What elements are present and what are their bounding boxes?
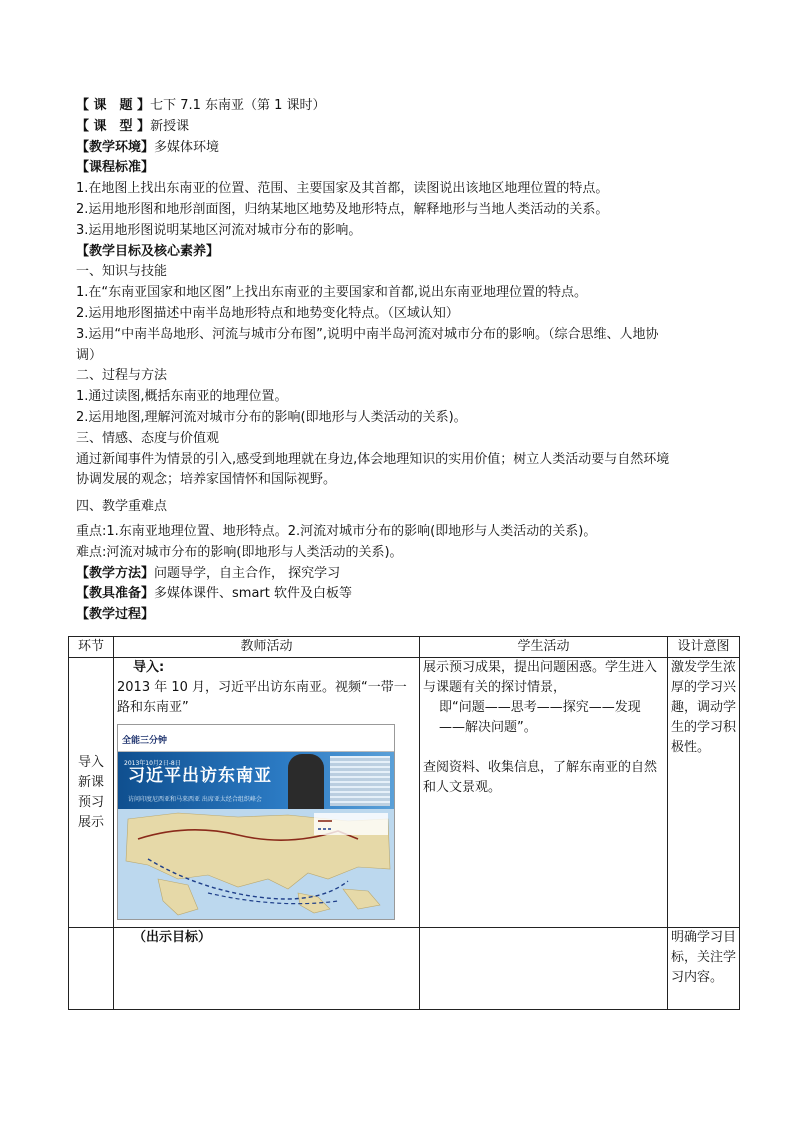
header-intent: 设计意图: [668, 637, 740, 658]
knowledge-item: 1.在“东南亚国家和地区图”上找出东南亚的主要国家和首都,说出东南亚地理位置的特点。: [76, 285, 588, 301]
tools-line: [76, 584, 740, 605]
student-text: 查阅资料、收集信息，了解东南亚的自然和人文景观。: [423, 760, 658, 795]
method-line: [76, 564, 740, 585]
slide-text-block: [330, 756, 390, 806]
table-row: [69, 928, 740, 1010]
lesson-plan: [76, 96, 740, 626]
topic-line: [76, 96, 740, 117]
stage-cell: [69, 928, 114, 1010]
objectives-label: 【教学目标及核心素养】: [76, 243, 220, 259]
knowledge-item: 3.运用“中南半岛地形、河流与城市分布图”,说明中南半岛河流对城市分布的影响。（综合思维、人地协: [76, 326, 659, 342]
header-stage: 环节: [69, 637, 114, 658]
student-cell: [420, 928, 668, 1010]
standard-item: 1.在地图上找出东南亚的位置、范围、主要国家及其首都，读图说出该地区地理位置的特点。: [76, 181, 609, 197]
topic-value: 七下 7.1 东南亚（第 1 课时）: [150, 98, 326, 113]
standard-item: 3.运用地形图说明某地区河流对城市分布的影响。: [76, 222, 362, 238]
teacher-heading: （出示目标）: [133, 930, 212, 945]
knowledge-item: 调）: [76, 347, 103, 363]
type-value: 新授课: [150, 118, 190, 134]
standard-item: 2.运用地形图和地形剖面图，归纳某地区地势及地形特点，解释地形与当地人类活动的关系。: [76, 201, 609, 217]
table-row: [69, 658, 740, 928]
slide-subtitle: 访问印度尼西亚和马来西亚 出席亚太经合组织峰会: [128, 796, 262, 803]
student-text: 即“问题——思考——探究——发现——解决问题”。: [439, 700, 641, 735]
header-student: 学生活动: [420, 637, 668, 658]
env-line: [76, 138, 740, 159]
portrait-photo: [288, 754, 324, 810]
table-header-row: [69, 637, 740, 658]
process-title: 二、过程与方法: [76, 368, 168, 384]
standards-label: 【课程标准】: [76, 160, 155, 176]
tools-label: 【教具准备】: [76, 586, 155, 602]
process-table: [68, 636, 740, 1010]
type-label: 【 课 型 】: [76, 118, 151, 134]
slide-banner: [118, 752, 394, 810]
slide-header: [118, 725, 394, 752]
method-label: 【教学方法】: [76, 565, 155, 581]
difficulty: 难点:河流对城市分布的影响(即地形与人类活动的关系)。: [76, 544, 403, 560]
teacher-heading: 导入:: [133, 660, 165, 675]
knowledge-title: 一、知识与技能: [76, 264, 168, 280]
type-line: [76, 117, 740, 138]
video-slide-image: [117, 724, 395, 920]
slide-logo: 全能三分钟: [122, 736, 168, 746]
key-point: 重点:1.东南亚地理位置、地形特点。2.河流对城市分布的影响(即地形与人类活动的关系)。: [76, 523, 597, 539]
intent-cell: 激发学生浓厚的学习兴趣，调动学生的学习积极性。: [668, 658, 740, 928]
env-label: 【教学环境】: [76, 139, 155, 155]
knowledge-item: 2.运用地形图描述中南半岛地形特点和地势变化特点。（区域认知）: [76, 305, 459, 321]
teacher-cell: [114, 658, 420, 928]
header-teacher: 教师活动: [114, 637, 420, 658]
process-item: 2.运用地图,理解河流对城市分布的影响(即地形与人类活动的关系)。: [76, 409, 467, 425]
emotion-line: 协调发展的观念；培养家国情怀和国际视野。: [76, 472, 337, 488]
emotion-title: 三、情感、态度与价值观: [76, 430, 220, 446]
env-value: 多媒体环境: [154, 139, 220, 155]
teacher-text: 2013 年 10 月，习近平出访东南亚。视频“一带一路和东南亚”: [117, 680, 407, 715]
topic-label: 【 课 题 】: [76, 98, 151, 113]
key-title: 四、教学重难点: [76, 499, 168, 515]
tools-value: 多媒体课件、smart 软件及白板等: [154, 586, 352, 602]
student-cell: [420, 658, 668, 928]
teacher-cell: [114, 928, 420, 1010]
process-label: 【教学过程】: [76, 607, 155, 623]
stage-cell: 导入新课预习展示: [69, 658, 114, 928]
student-text: 展示预习成果，提出问题困惑。学生进入与课题有关的探讨情景，: [423, 660, 658, 695]
intent-cell: 明确学习目标，关注学习内容。: [668, 928, 740, 1010]
method-value: 问题导学，自主合作， 探究学习: [154, 565, 341, 581]
emotion-line: 通过新闻事件为情景的引入,感受到地理就在身边,体会地理知识的实用价值；树立人类活动要与自然环境: [76, 451, 670, 467]
process-item: 1.通过读图,概括东南亚的地理位置。: [76, 389, 288, 405]
slide-title: 习近平出访东南亚: [128, 766, 272, 786]
slide-date: 2013年10月2日-8日: [124, 760, 181, 767]
route-map-icon: [118, 809, 394, 919]
